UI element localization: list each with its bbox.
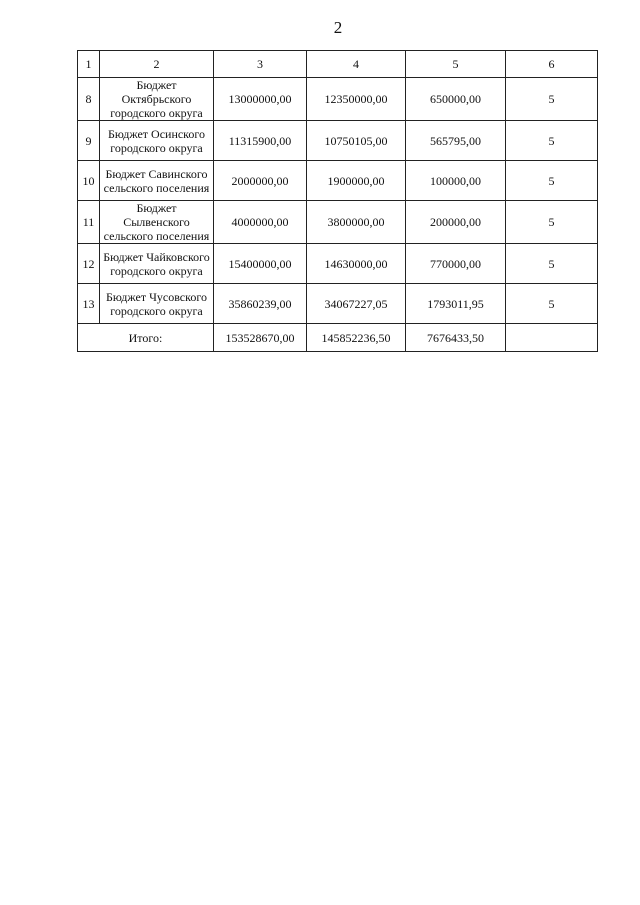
budget-name-line2: городского округа xyxy=(110,140,203,155)
budget-name-line2: городского округа xyxy=(110,106,203,120)
column-3-value: 13000000,00 xyxy=(214,78,307,121)
total-row xyxy=(78,324,598,352)
row-number: 13 xyxy=(78,284,100,324)
budget-name-line1: Бюджет Сылвенского xyxy=(123,201,190,229)
row-number: 9 xyxy=(78,121,100,161)
column-6-value: 5 xyxy=(506,244,598,284)
table-row xyxy=(78,78,598,121)
column-6-value: 5 xyxy=(506,161,598,201)
budget-name-line2: городского округа xyxy=(110,263,203,278)
column-6-value: 5 xyxy=(506,121,598,161)
table-row xyxy=(78,244,598,284)
table-row xyxy=(78,284,598,324)
column-3-value: 11315900,00 xyxy=(214,121,307,161)
budget-name-line2: сельского поселения xyxy=(103,180,210,195)
row-number: 12 xyxy=(78,244,100,284)
column-3-value: 4000000,00 xyxy=(214,201,307,244)
column-header: 1 xyxy=(78,51,100,78)
column-5-value: 100000,00 xyxy=(406,161,506,201)
row-number: 8 xyxy=(78,78,100,121)
total-column-4: 145852236,50 xyxy=(307,324,406,352)
column-5-value: 650000,00 xyxy=(406,78,506,121)
column-6-value: 5 xyxy=(506,201,598,244)
column-4-value: 34067227,05 xyxy=(307,284,406,324)
column-3-value: 2000000,00 xyxy=(214,161,307,201)
total-label: Итого: xyxy=(78,324,214,352)
table-row xyxy=(78,161,598,201)
column-4-value: 1900000,00 xyxy=(307,161,406,201)
header-row xyxy=(78,51,598,78)
table-row xyxy=(78,121,598,161)
budget-name-line1: Бюджет Осинского xyxy=(107,126,206,141)
column-header: 5 xyxy=(406,51,506,78)
column-4-value: 14630000,00 xyxy=(307,244,406,284)
page-number: 2 xyxy=(333,18,343,37)
column-header: 3 xyxy=(214,51,307,78)
total-column-6 xyxy=(506,324,598,352)
budget-name xyxy=(100,161,214,201)
total-column-5: 7676433,50 xyxy=(406,324,506,352)
budget-name xyxy=(100,201,214,244)
budget-name-line1: Бюджет Октябрьского xyxy=(121,78,192,106)
column-5-value: 200000,00 xyxy=(406,201,506,244)
budget-name-line1: Бюджет Чусовского xyxy=(106,289,207,304)
table-row xyxy=(78,201,598,244)
total-column-3: 153528670,00 xyxy=(214,324,307,352)
column-6-value: 5 xyxy=(506,78,598,121)
budget-table xyxy=(77,50,598,352)
column-5-value: 1793011,95 xyxy=(406,284,506,324)
budget-name xyxy=(100,244,214,284)
budget-name-line2: городского округа xyxy=(110,303,203,318)
column-4-value: 12350000,00 xyxy=(307,78,406,121)
column-header: 2 xyxy=(100,51,214,78)
budget-name xyxy=(100,284,214,324)
budget-name xyxy=(100,78,214,121)
column-3-value: 15400000,00 xyxy=(214,244,307,284)
budget-name-line1: Бюджет Чайковского xyxy=(103,249,210,264)
budget-name-line1: Бюджет Савинского xyxy=(105,166,208,181)
budget-name xyxy=(100,121,214,161)
column-4-value: 10750105,00 xyxy=(307,121,406,161)
column-header: 6 xyxy=(506,51,598,78)
column-6-value: 5 xyxy=(506,284,598,324)
column-5-value: 565795,00 xyxy=(406,121,506,161)
column-header: 4 xyxy=(307,51,406,78)
column-3-value: 35860239,00 xyxy=(214,284,307,324)
column-5-value: 770000,00 xyxy=(406,244,506,284)
row-number: 10 xyxy=(78,161,100,201)
column-4-value: 3800000,00 xyxy=(307,201,406,244)
row-number: 11 xyxy=(78,201,100,244)
budget-name-line2: сельского поселения xyxy=(103,229,210,243)
